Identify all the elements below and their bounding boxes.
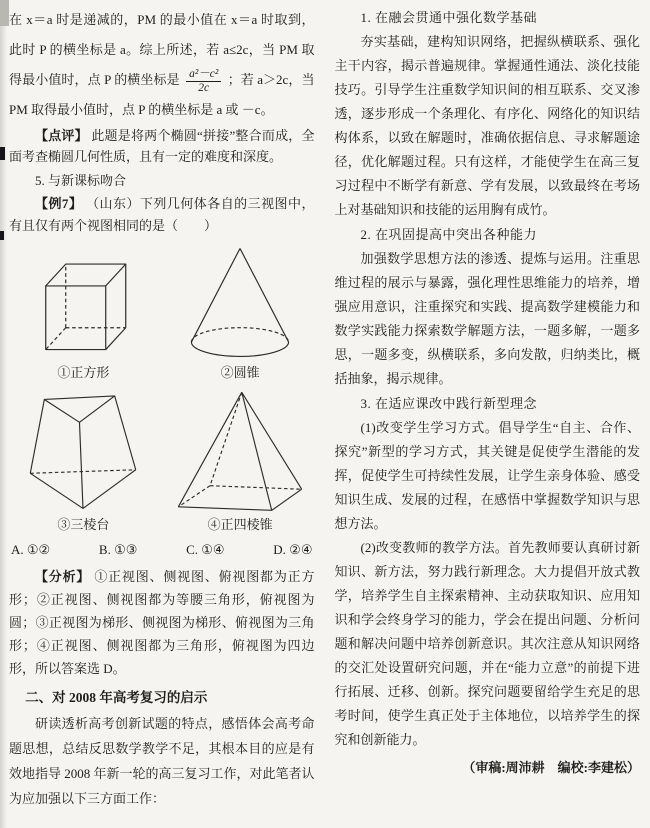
cube-illustration — [33, 249, 133, 361]
comment-paragraph — [9, 125, 315, 167]
option-d: D. ②④ — [273, 542, 313, 557]
closing-paragraph: 研读透析高考创新试题的特点，感悟体会高考命题思想，总结反思数学教学不足，其根本目的应是有效地指导 2008 年新一轮的高三复习工作，对此笔者认为应加强以下三方面工作： — [9, 716, 315, 806]
left-column — [9, 5, 315, 828]
section-1-paragraph: 夯实基础，建构知识网络，把握纵横联系、强化主干内容，揭示普遍规律。掌握通性通法、淡化技能技巧。引导学生注重数学知识间的相互联系、交叉渗透，逐步形成一个条理化、有序化、网络化的知识结构体系，以致在解题时，准确依据信息、寻求解题途径，优化解题过程。只有这样，才能使学生在高三复习过程中不断学有新意、学有发展，以致最终在考场上对基础知识和技能的运用胸有成竹。 — [334, 34, 640, 217]
option-a: A. ①② — [11, 542, 51, 557]
analysis-text: ①正视图、侧视图、俯视图都为正方形；②正视图、侧视图都为等腰三角形，俯视图为圆；③正视图为梯形、侧视图为梯形、俯视图为三角形；④正视图、侧视图都为三角形，俯视图为四边形，所以答案选 D。 — [9, 569, 315, 676]
comment-text: 此题是将两个椭圆“拼接”整合而成，全面考查椭圆几何性质，且有一定的难度和深度。 — [9, 128, 315, 164]
scan-artifact-mark — [0, 147, 5, 160]
fraction-denominator: 2c — [198, 81, 210, 94]
cone-figure — [186, 243, 294, 383]
cone-caption: ②圆锥 — [220, 365, 260, 380]
scan-edge-shadow — [0, 0, 7, 828]
pyramid-caption: ④正四棱锥 — [207, 517, 273, 532]
right-column — [335, 5, 641, 828]
math-paragraph-text-after: ；若 a＞2c，当 PM 取得最小值时，点 P 的横坐标是 a 或 －c。 — [9, 72, 315, 117]
scan-artifact-mark — [0, 231, 4, 240]
pyramid-figure — [173, 387, 307, 535]
cone-illustration — [186, 243, 294, 361]
reviewer-editor-credit: （审稿:周沛耕 编校:李建松） — [462, 760, 640, 775]
section-2-heading: 2. 在巩固提高中突出各种能力 — [360, 227, 538, 242]
option-b: B. ①③ — [98, 542, 138, 557]
example-7-label: 【例7】 — [35, 196, 83, 211]
answer-options — [11, 539, 313, 560]
section-2-paragraph: 加强数学思想方法的渗透、提炼与运用。注重思维过程的展示与暴露，强化理性思维能力的培养，增强应用意识，注重探究和实践、提高数学建模能力和数学实践能力探索数学解题方法，一题多解，一题多思，一题多变，纵横联系，多向发散，归纳类比，概括抽象，揭示规律。 — [334, 251, 640, 386]
cube-figure — [33, 249, 133, 383]
scan-artifact-smudge — [0, 0, 9, 26]
example-7-paragraph — [9, 193, 315, 237]
section-3-paragraph-2: (2)改变教师的教学方法。首先教师要认真研讨新知识、新方法，努力践行新理念。大力提倡开放式教学，培养学生自主探索精神、主动获取知识、应用知识和学会终身学习的能力，学会在提出问题、分析问题和解决问题中培养创新意识。其次注意从知识网络的交汇处设置研究问题，并在“能力立意”的前提下进行拓展、迁移、创新。探究问题要留给学生充足的思考时间，使学生真正处于主体地位，以培养学生的探究和创新能力。 — [334, 540, 640, 747]
pyramid-illustration — [173, 387, 307, 513]
frustum-illustration — [25, 387, 141, 513]
analysis-label: 【分析】 — [35, 569, 91, 584]
figure-grid — [9, 243, 315, 535]
frustum-figure — [25, 387, 141, 535]
cube-caption: ①正方形 — [57, 365, 110, 380]
fraction-numerator: a²－c² — [186, 68, 221, 82]
option-c: C. ①④ — [186, 542, 225, 557]
section-5-heading: 5. 与新课标吻合 — [35, 173, 127, 188]
part-2-heading: 二、对 2008 年高考复习的启示 — [25, 690, 208, 705]
comment-label: 【点评】 — [35, 128, 88, 143]
section-3-paragraph-1: (1)改变学生学习方式。倡导学生“自主、合作、探究”新型的学习方式，其关键是促使学生潜能的发挥，促使学生可持续性发展，让学生亲身体验、感受知识生成、发展的过程，在感悟中掌握数学知识与思想方法。 — [334, 420, 640, 531]
analysis-paragraph — [9, 565, 315, 680]
math-paragraph-text-before: 在 x＝a 时是递减的，PM 的最小值在 x＝a 时取到，此时 P 的横坐标是 a。综上所述，若 a≤2c，当 PM 取得最小值时，点 P 的横坐标是 — [9, 12, 315, 87]
math-paragraph — [9, 5, 315, 125]
section-1-heading: 1. 在融会贯通中强化数学基础 — [360, 10, 538, 25]
fraction — [186, 68, 221, 94]
section-3-heading: 3. 在适应课改中践行新型理念 — [360, 396, 538, 411]
example-7-text: （山东）下列几何体各自的三视图中，有且仅有两个视图相同的是（ ） — [9, 196, 315, 233]
frustum-caption: ③三棱台 — [57, 517, 110, 532]
